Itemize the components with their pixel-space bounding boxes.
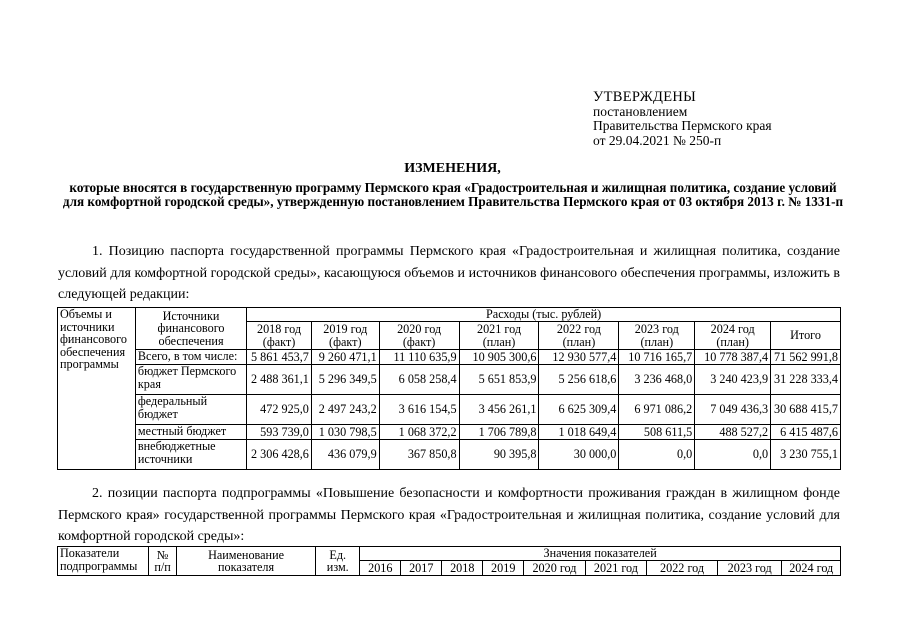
cell-value: 1 068 372,2 <box>379 425 459 440</box>
total-header: Итого <box>771 322 841 350</box>
source-label: Всего, в том числе: <box>135 350 246 365</box>
cell-value: 0,0 <box>619 440 695 470</box>
finance-table <box>57 307 841 470</box>
year-header: 2019 год (факт) <box>311 322 379 350</box>
expenses-header: Расходы (тыс. рублей) <box>247 308 841 322</box>
year-header: 2016 <box>360 561 401 576</box>
year-header: 2021 год (план) <box>459 322 539 350</box>
year-header: 2017 <box>401 561 442 576</box>
approval-stamp <box>593 90 772 148</box>
year-header: 2018 год (факт) <box>247 322 312 350</box>
cell-value: 3 230 755,1 <box>771 440 841 470</box>
cell-value: 10 716 165,7 <box>619 350 695 365</box>
cell-value: 7 049 436,3 <box>695 395 771 425</box>
cell-value: 10 905 300,6 <box>459 350 539 365</box>
source-label: местный бюджет <box>135 425 246 440</box>
year-header: 2020 год (факт) <box>379 322 459 350</box>
values-header: Значения показателей <box>360 547 841 561</box>
cell-value: 11 110 635,9 <box>379 350 459 365</box>
cell-value: 9 260 471,1 <box>311 350 379 365</box>
year-header: 2018 <box>442 561 483 576</box>
table-row <box>58 440 841 470</box>
cell-value: 0,0 <box>695 440 771 470</box>
source-label: бюджет Пермского края <box>135 365 246 395</box>
cell-value: 6 625 309,4 <box>539 395 619 425</box>
cell-value: 5 296 349,5 <box>311 365 379 395</box>
paragraph-1-text: 1. Позицию паспорта государственной программы Пермского края «Градостроительная и жилищная политика, создание условий для комфортной городской среды», касающуюся объемов и источников финансового обеспечения программы, изложить в следующей редакции: <box>58 244 840 302</box>
year-header: 2022 год (план) <box>539 322 619 350</box>
cell-value: 31 228 333,4 <box>771 365 841 395</box>
approval-line-1: постановлением <box>593 103 688 119</box>
table-row <box>58 395 841 425</box>
cell-value: 2 497 243,2 <box>311 395 379 425</box>
cell-value: 2 488 361,1 <box>247 365 312 395</box>
source-label: федеральный бюджет <box>135 395 246 425</box>
year-header: 2023 год (план) <box>619 322 695 350</box>
cell-value: 6 058 258,4 <box>379 365 459 395</box>
cell-value: 488 527,2 <box>695 425 771 440</box>
approval-line-2: Правительства Пермского края <box>593 118 772 133</box>
cell-value: 3 236 468,0 <box>619 365 695 395</box>
paragraph-2 <box>58 483 840 548</box>
cell-value: 1 018 649,4 <box>539 425 619 440</box>
cell-value: 6 971 086,2 <box>619 395 695 425</box>
cell-value: 367 850,8 <box>379 440 459 470</box>
cell-value: 71 562 991,8 <box>771 350 841 365</box>
year-header: 2022 год <box>647 561 718 576</box>
cell-value: 1 706 789,8 <box>459 425 539 440</box>
document-title: ИЗМЕНЕНИЯ, <box>404 161 501 176</box>
source-label: внебюджетные источники <box>135 440 246 470</box>
cell-value: 3 456 261,1 <box>459 395 539 425</box>
number-col-header: № п/п <box>149 547 177 576</box>
cell-value: 30 000,0 <box>539 440 619 470</box>
finance-col2-header: Источники финансового обеспечения <box>135 308 246 350</box>
table-row <box>58 425 841 440</box>
cell-value: 12 930 577,4 <box>539 350 619 365</box>
unit-header: Ед. изм. <box>316 547 360 576</box>
cell-value: 508 611,5 <box>619 425 695 440</box>
cell-value: 5 256 618,6 <box>539 365 619 395</box>
table-row <box>58 350 841 365</box>
cell-value: 1 030 798,5 <box>311 425 379 440</box>
document-subtitle: которые вносятся в государственную программу Пермского края «Градостроительная и жилищная политика, создание условий для комфортной городской среды», утвержденную постановлением Правительства Пермского края от 03 октября 2013 г. № 1331-п <box>62 180 844 209</box>
cell-value: 5 861 453,7 <box>247 350 312 365</box>
cell-value: 5 651 853,9 <box>459 365 539 395</box>
approval-line-3: от 29.04.2021 № 250-п <box>593 132 722 148</box>
year-header: 2024 год <box>782 561 841 576</box>
finance-col1-header: Объемы и источники финансового обеспечения программы <box>58 308 136 470</box>
year-header: 2019 <box>483 561 524 576</box>
cell-value: 3 240 423,9 <box>695 365 771 395</box>
cell-value: 593 739,0 <box>247 425 312 440</box>
year-header: 2021 год <box>585 561 646 576</box>
cell-value: 30 688 415,7 <box>771 395 841 425</box>
cell-value: 3 616 154,5 <box>379 395 459 425</box>
year-header: 2020 год <box>524 561 585 576</box>
year-header: 2023 год <box>717 561 782 576</box>
approval-heading: УТВЕРЖДЕНЫ <box>593 89 697 105</box>
cell-value: 472 925,0 <box>247 395 312 425</box>
cell-value: 436 079,9 <box>311 440 379 470</box>
cell-value: 6 415 487,6 <box>771 425 841 440</box>
indicators-col1-header: Показатели подпрограммы <box>58 547 149 576</box>
paragraph-2-text: 2. позиции паспорта подпрограммы «Повышение безопасности и комфортности проживания граждан в жилищном фонде Пермского края» государственной программы Пермского края «Градостроительная и жилищная политика, создание условий для комфортной городской среды»: <box>58 486 840 544</box>
cell-value: 2 306 428,6 <box>247 440 312 470</box>
paragraph-1 <box>58 241 840 306</box>
table-row <box>58 365 841 395</box>
indicator-name-header: Наименование показателя <box>176 547 315 576</box>
year-header: 2024 год (план) <box>695 322 771 350</box>
indicator-table <box>57 546 841 576</box>
cell-value: 90 395,8 <box>459 440 539 470</box>
cell-value: 10 778 387,4 <box>695 350 771 365</box>
